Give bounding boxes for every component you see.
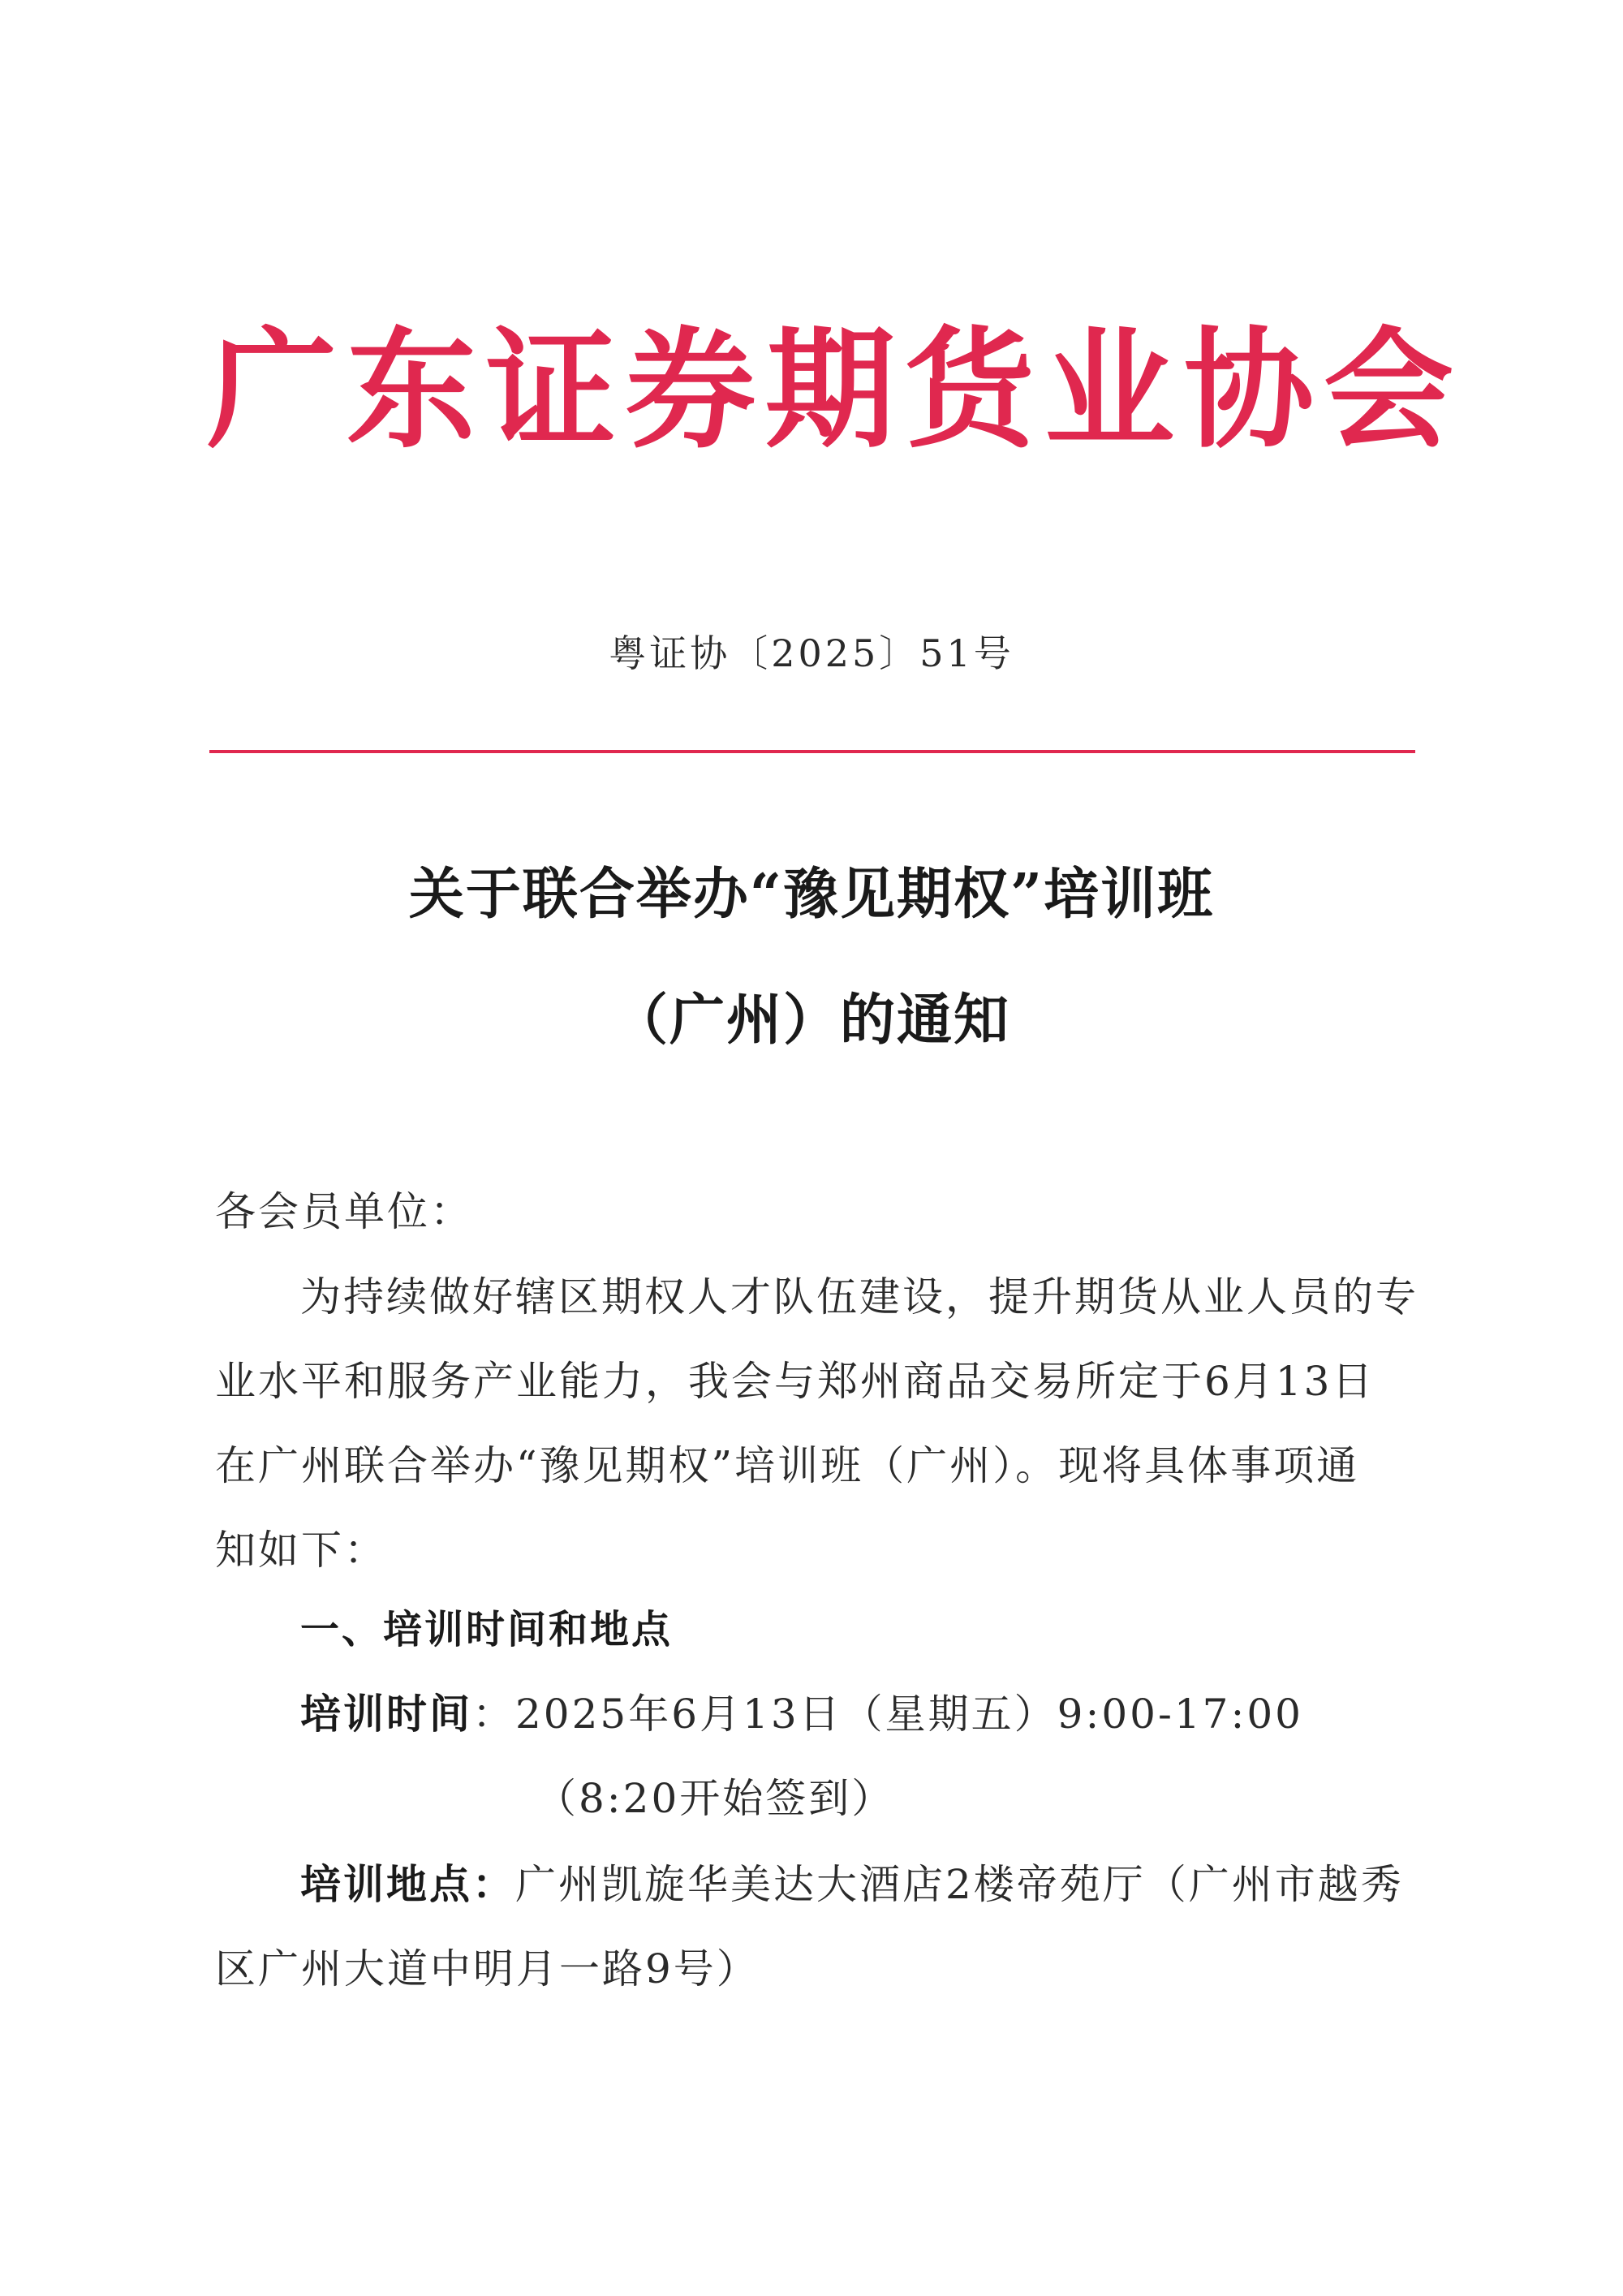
document-title-line-1: 关于联合举办“豫见期权”培训班 [408,862,1215,927]
training-place-continuation: 区广州大道中明月一路9号） [215,1945,760,1992]
training-time-value: ：2025年6月13日（星期五）9:00-17:00 [472,1691,1303,1738]
training-place-row [300,1856,1404,1913]
paragraph-line: 在广州联合举办“豫见期权”培训班（广州）。现将具体事项通 [215,1442,1360,1489]
paragraph-line: 业水平和服务产业能力，我会与郑州商品交易所定于6月13日 [215,1358,1375,1405]
salutation: 各会员单位： [215,1188,473,1235]
section-heading-time-place: 一、培训时间和地点 [300,1607,674,1652]
training-time-label: 培训时间 [300,1691,472,1738]
paragraph-line: 知如下： [215,1527,387,1574]
document-number: 粤证协〔2025〕51号 [609,631,1014,675]
document-title-line-2: （广州）的通知 [612,988,1010,1053]
header-divider [209,750,1415,753]
training-time-row [300,1686,1303,1742]
training-time-note: （8:20开始签到） [536,1775,895,1822]
organization-header: 广东证券期货业协会 [207,313,1464,466]
paragraph-line: 为持续做好辖区期权人才队伍建设，提升期货从业人员的专 [300,1273,1419,1320]
training-place-label: 培训地点： [300,1861,515,1908]
training-place-value: 广州凯旋华美达大酒店2楼帝苑厅（广州市越秀 [515,1861,1404,1908]
